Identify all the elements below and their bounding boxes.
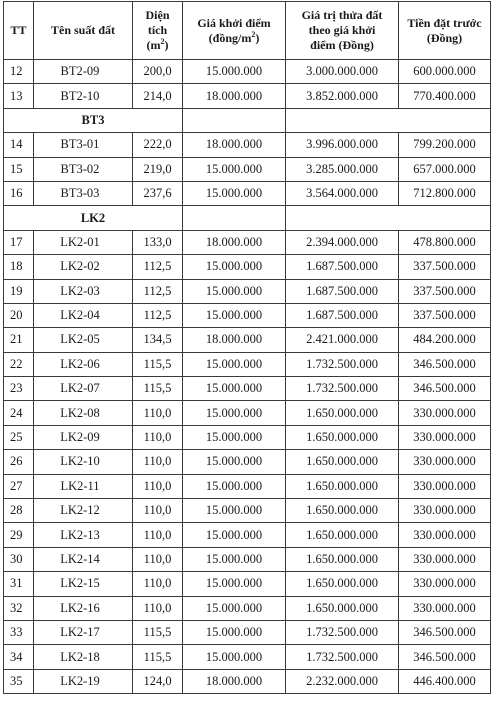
row-number: 22 (4, 352, 34, 376)
starting-price: 15.000.000 (183, 499, 286, 523)
row-number: 32 (4, 596, 34, 620)
starting-price: 15.000.000 (183, 279, 286, 303)
land-area: 214,0 (133, 84, 183, 108)
plot-value: 1.650.000.000 (286, 425, 399, 449)
land-plot-name: LK2-05 (34, 328, 133, 352)
land-plot-name: LK2-01 (34, 230, 133, 254)
deposit-amount: 330.000.000 (399, 547, 491, 571)
deposit-amount: 337.500.000 (399, 303, 491, 327)
land-plot-name: LK2-04 (34, 303, 133, 327)
deposit-amount: 600.000.000 (399, 60, 491, 84)
land-plot-name: BT3-01 (34, 133, 133, 157)
row-number: 20 (4, 303, 34, 327)
row-number: 23 (4, 377, 34, 401)
land-area: 200,0 (133, 60, 183, 84)
header-tt: TT (4, 2, 34, 60)
plot-value: 1.650.000.000 (286, 596, 399, 620)
row-number: 28 (4, 499, 34, 523)
group-empty-cell (286, 108, 491, 132)
land-plot-name: LK2-17 (34, 620, 133, 644)
plot-value: 2.232.000.000 (286, 669, 399, 693)
table-row (4, 596, 491, 620)
deposit-amount: 484.200.000 (399, 328, 491, 352)
row-number: 24 (4, 401, 34, 425)
table-row (4, 133, 491, 157)
starting-price: 15.000.000 (183, 645, 286, 669)
deposit-amount: 330.000.000 (399, 523, 491, 547)
table-row (4, 255, 491, 279)
land-area: 219,0 (133, 157, 183, 181)
plot-value: 1.650.000.000 (286, 401, 399, 425)
table-row (4, 84, 491, 108)
row-number: 19 (4, 279, 34, 303)
deposit-amount: 330.000.000 (399, 425, 491, 449)
land-plot-name: LK2-02 (34, 255, 133, 279)
table-row (4, 547, 491, 571)
land-plot-name: BT3-03 (34, 181, 133, 205)
starting-price: 15.000.000 (183, 425, 286, 449)
land-area: 112,5 (133, 303, 183, 327)
deposit-amount: 346.500.000 (399, 620, 491, 644)
deposit-amount: 330.000.000 (399, 572, 491, 596)
land-plot-name: LK2-19 (34, 669, 133, 693)
table-row (4, 620, 491, 644)
land-area: 115,5 (133, 620, 183, 644)
group-empty-cell (183, 108, 286, 132)
header-name: Tên suất đất (34, 2, 133, 60)
row-number: 31 (4, 572, 34, 596)
starting-price: 18.000.000 (183, 84, 286, 108)
starting-price: 15.000.000 (183, 352, 286, 376)
plot-value: 2.394.000.000 (286, 230, 399, 254)
deposit-amount: 337.500.000 (399, 279, 491, 303)
plot-value: 1.687.500.000 (286, 279, 399, 303)
land-plot-name: LK2-10 (34, 450, 133, 474)
deposit-amount: 346.500.000 (399, 645, 491, 669)
land-plot-name: BT2-09 (34, 60, 133, 84)
row-number: 29 (4, 523, 34, 547)
deposit-amount: 446.400.000 (399, 669, 491, 693)
starting-price: 15.000.000 (183, 523, 286, 547)
plot-value: 1.732.500.000 (286, 645, 399, 669)
land-plot-name: LK2-18 (34, 645, 133, 669)
group-label: BT3 (4, 108, 183, 132)
land-area: 115,5 (133, 377, 183, 401)
plot-value: 1.650.000.000 (286, 499, 399, 523)
plot-value: 3.996.000.000 (286, 133, 399, 157)
plot-value: 1.650.000.000 (286, 572, 399, 596)
table-row (4, 425, 491, 449)
table-row (4, 157, 491, 181)
land-area: 110,0 (133, 450, 183, 474)
row-number: 27 (4, 474, 34, 498)
plot-value: 3.852.000.000 (286, 84, 399, 108)
group-empty-cell (286, 206, 491, 230)
plot-value: 1.687.500.000 (286, 303, 399, 327)
table-body (4, 60, 491, 694)
table-row (4, 303, 491, 327)
land-area: 115,5 (133, 352, 183, 376)
starting-price: 18.000.000 (183, 230, 286, 254)
land-area: 110,0 (133, 596, 183, 620)
deposit-amount: 330.000.000 (399, 401, 491, 425)
row-number: 14 (4, 133, 34, 157)
starting-price: 15.000.000 (183, 450, 286, 474)
land-price-table (3, 1, 491, 694)
table-row (4, 523, 491, 547)
table-row (4, 572, 491, 596)
plot-value: 3.564.000.000 (286, 181, 399, 205)
deposit-amount: 330.000.000 (399, 499, 491, 523)
starting-price: 15.000.000 (183, 255, 286, 279)
deposit-amount: 799.200.000 (399, 133, 491, 157)
plot-value: 3.285.000.000 (286, 157, 399, 181)
starting-price: 15.000.000 (183, 474, 286, 498)
land-area: 133,0 (133, 230, 183, 254)
land-plot-name: LK2-08 (34, 401, 133, 425)
starting-price: 18.000.000 (183, 328, 286, 352)
land-plot-name: LK2-13 (34, 523, 133, 547)
starting-price: 15.000.000 (183, 620, 286, 644)
land-plot-name: LK2-09 (34, 425, 133, 449)
deposit-amount: 712.800.000 (399, 181, 491, 205)
table-row (4, 60, 491, 84)
land-plot-name: LK2-06 (34, 352, 133, 376)
land-plot-name: LK2-15 (34, 572, 133, 596)
table-row (4, 328, 491, 352)
starting-price: 15.000.000 (183, 157, 286, 181)
plot-value: 1.732.500.000 (286, 377, 399, 401)
group-row (4, 206, 491, 230)
header-price: Giá khởi điểm $(đồng/m^2)$ (183, 2, 286, 60)
deposit-amount: 330.000.000 (399, 596, 491, 620)
header-value: Giá trị thửa đất theo giá khởi điểm (Đồng) (286, 2, 399, 60)
plot-value: 2.421.000.000 (286, 328, 399, 352)
land-plot-name: LK2-16 (34, 596, 133, 620)
row-number: 13 (4, 84, 34, 108)
deposit-amount: 346.500.000 (399, 352, 491, 376)
row-number: 26 (4, 450, 34, 474)
plot-value: 3.000.000.000 (286, 60, 399, 84)
land-area: 222,0 (133, 133, 183, 157)
table-row (4, 377, 491, 401)
land-plot-name: LK2-11 (34, 474, 133, 498)
deposit-amount: 657.000.000 (399, 157, 491, 181)
deposit-amount: 346.500.000 (399, 377, 491, 401)
table-row (4, 230, 491, 254)
land-area: 110,0 (133, 547, 183, 571)
row-number: 35 (4, 669, 34, 693)
table-row (4, 645, 491, 669)
table-row (4, 401, 491, 425)
land-area: 110,0 (133, 425, 183, 449)
land-area: 112,5 (133, 255, 183, 279)
land-area: 110,0 (133, 523, 183, 547)
deposit-amount: 337.500.000 (399, 255, 491, 279)
table-row (4, 474, 491, 498)
starting-price: 18.000.000 (183, 133, 286, 157)
header-row (4, 2, 491, 60)
starting-price: 15.000.000 (183, 572, 286, 596)
starting-price: 15.000.000 (183, 547, 286, 571)
land-area: 134,5 (133, 328, 183, 352)
table-row (4, 279, 491, 303)
starting-price: 15.000.000 (183, 303, 286, 327)
land-plot-name: BT3-02 (34, 157, 133, 181)
group-empty-cell (183, 206, 286, 230)
land-area: 110,0 (133, 499, 183, 523)
land-area: 110,0 (133, 572, 183, 596)
table-row (4, 499, 491, 523)
land-plot-name: LK2-07 (34, 377, 133, 401)
land-area: 112,5 (133, 279, 183, 303)
land-plot-name: BT2-10 (34, 84, 133, 108)
starting-price: 15.000.000 (183, 401, 286, 425)
table-row (4, 450, 491, 474)
table-row (4, 352, 491, 376)
deposit-amount: 478.800.000 (399, 230, 491, 254)
land-area: 115,5 (133, 645, 183, 669)
plot-value: 1.650.000.000 (286, 547, 399, 571)
land-price-document (3, 1, 490, 694)
deposit-amount: 330.000.000 (399, 450, 491, 474)
land-plot-name: LK2-12 (34, 499, 133, 523)
deposit-amount: 770.400.000 (399, 84, 491, 108)
land-area: 124,0 (133, 669, 183, 693)
row-number: 34 (4, 645, 34, 669)
plot-value: 1.732.500.000 (286, 620, 399, 644)
header-deposit: Tiền đặt trước (Đồng) (399, 2, 491, 60)
starting-price: 15.000.000 (183, 596, 286, 620)
table-row (4, 181, 491, 205)
plot-value: 1.650.000.000 (286, 450, 399, 474)
row-number: 15 (4, 157, 34, 181)
row-number: 30 (4, 547, 34, 571)
starting-price: 15.000.000 (183, 60, 286, 84)
land-plot-name: LK2-03 (34, 279, 133, 303)
deposit-amount: 330.000.000 (399, 474, 491, 498)
group-label: LK2 (4, 206, 183, 230)
starting-price: 15.000.000 (183, 181, 286, 205)
row-number: 33 (4, 620, 34, 644)
land-area: 237,6 (133, 181, 183, 205)
row-number: 17 (4, 230, 34, 254)
plot-value: 1.650.000.000 (286, 474, 399, 498)
header-area: Diện tích $(m^2)$ (133, 2, 183, 60)
row-number: 25 (4, 425, 34, 449)
plot-value: 1.650.000.000 (286, 523, 399, 547)
starting-price: 18.000.000 (183, 669, 286, 693)
row-number: 12 (4, 60, 34, 84)
land-plot-name: LK2-14 (34, 547, 133, 571)
group-row (4, 108, 491, 132)
row-number: 18 (4, 255, 34, 279)
table-header (4, 2, 491, 60)
plot-value: 1.687.500.000 (286, 255, 399, 279)
land-area: 110,0 (133, 474, 183, 498)
plot-value: 1.732.500.000 (286, 352, 399, 376)
table-row (4, 669, 491, 693)
row-number: 16 (4, 181, 34, 205)
land-area: 110,0 (133, 401, 183, 425)
row-number: 21 (4, 328, 34, 352)
starting-price: 15.000.000 (183, 377, 286, 401)
